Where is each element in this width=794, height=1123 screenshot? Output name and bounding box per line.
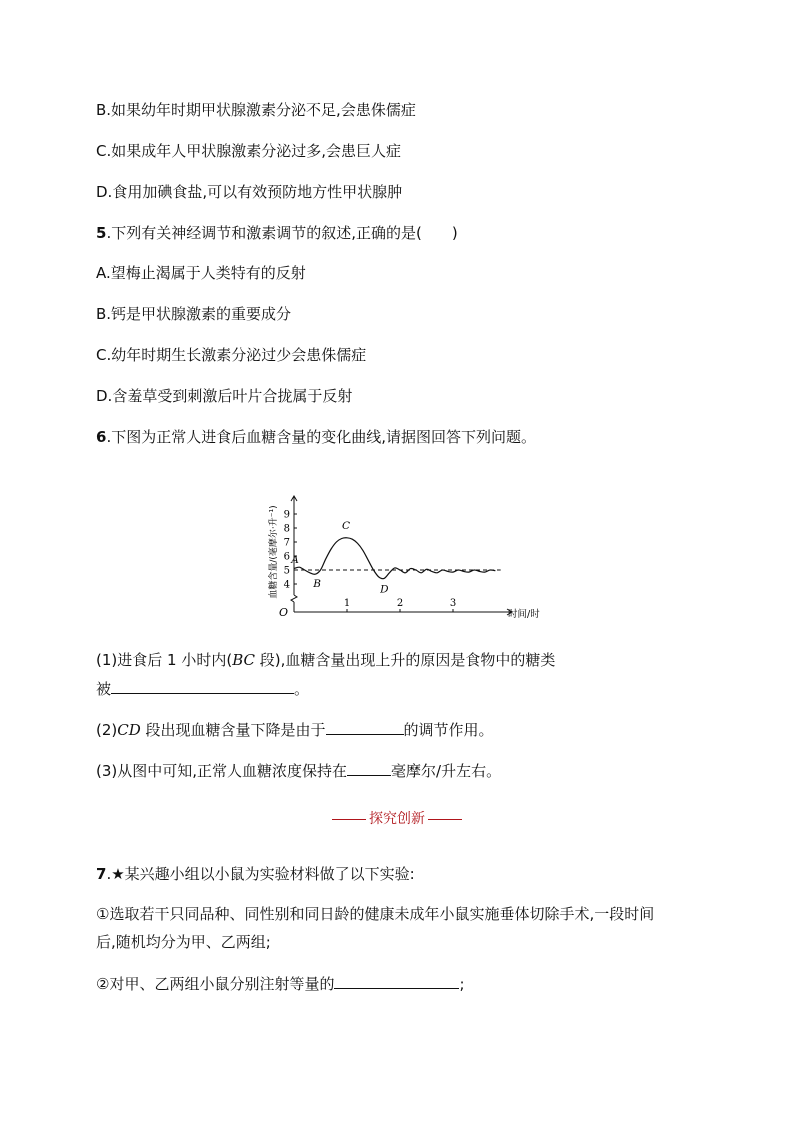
q7-stem bbox=[96, 864, 415, 884]
q7-number: 7 bbox=[96, 865, 107, 883]
q6-p2-segment: CD bbox=[117, 721, 141, 739]
y-tick-label: 5 bbox=[283, 565, 290, 577]
q6-p2-text-b: 段出现血糖含量下降是由于 bbox=[140, 721, 326, 739]
q5-option-a: A.望梅止渴属于人类特有的反射 bbox=[96, 264, 306, 282]
q7-step1-line2: 后,随机均分为甲、乙两组; bbox=[96, 933, 271, 951]
x-tick-label: 1 bbox=[343, 598, 351, 609]
q7-stem-text: .★某兴趣小组以小鼠为实验材料做了以下实验: bbox=[106, 865, 415, 883]
q7-s2-end: ; bbox=[459, 975, 465, 993]
q7-step2 bbox=[96, 973, 465, 994]
y-tick-label: 6 bbox=[283, 551, 290, 563]
section-rule-left bbox=[332, 819, 366, 820]
q6-p2-answer-blank[interactable] bbox=[326, 719, 404, 735]
y-axis-break bbox=[291, 595, 297, 602]
q6-p3-end: 毫摩尔/升左右。 bbox=[391, 762, 502, 780]
q5-option-d: D.含羞草受到刺激后叶片合拢属于反射 bbox=[96, 387, 353, 405]
origin-label: O bbox=[278, 606, 288, 619]
q6-part2 bbox=[96, 719, 494, 740]
q6-p1-text-c: 被 bbox=[96, 680, 112, 698]
blood-glucose-chart bbox=[262, 474, 540, 628]
glucose-curve bbox=[294, 538, 495, 579]
q5-stem bbox=[96, 223, 458, 243]
y-tick-label: 4 bbox=[283, 579, 290, 591]
q7-s2-answer-blank[interactable] bbox=[334, 973, 459, 989]
q7-s2-text: ②对甲、乙两组小鼠分别注射等量的 bbox=[96, 975, 335, 993]
q6-part1-line2 bbox=[96, 678, 309, 699]
q4-option-c: C.如果成年人甲状腺激素分泌过多,会患巨人症 bbox=[96, 142, 402, 160]
x-axis-label: 时间/时 bbox=[508, 609, 540, 620]
q6-stem bbox=[96, 427, 536, 447]
y-tick-label: 9 bbox=[283, 509, 290, 521]
q6-p2-end: 的调节作用。 bbox=[403, 721, 494, 739]
point-label-a: A bbox=[291, 554, 299, 567]
point-label-c: C bbox=[342, 519, 351, 532]
q6-p1-text-b: 段),血糖含量出现上升的原因是食物中的糖类 bbox=[254, 651, 556, 669]
y-tick-label: 7 bbox=[283, 537, 290, 549]
section-title: 探究创新 bbox=[369, 811, 425, 827]
q5-stem-text: .下列有关神经调节和激素调节的叙述,正确的是( ) bbox=[106, 224, 458, 242]
q6-p1-text-a: (1)进食后 1 小时内( bbox=[96, 651, 233, 669]
q6-part1-line1 bbox=[96, 650, 555, 670]
section-header bbox=[0, 808, 794, 828]
q5-option-c: C.幼年时期生长激素分泌过少会患侏儒症 bbox=[96, 346, 367, 364]
q6-p2-text-a: (2) bbox=[96, 721, 118, 739]
point-label-d: D bbox=[380, 583, 389, 596]
section-rule-right bbox=[428, 819, 462, 820]
q6-p3-text-a: (3)从图中可知,正常人血糖浓度保持在 bbox=[96, 762, 348, 780]
q4-option-b: B.如果幼年时期甲状腺激素分泌不足,会患侏儒症 bbox=[96, 101, 416, 119]
q6-p1-segment: BC bbox=[232, 651, 255, 669]
q6-p1-answer-blank[interactable] bbox=[111, 678, 294, 694]
q6-p3-answer-blank[interactable] bbox=[347, 760, 391, 776]
x-tick-label: 2 bbox=[396, 598, 404, 609]
q7-step1-line1: ①选取若干只同品种、同性别和同日龄的健康未成年小鼠实施垂体切除手术,一段时间 bbox=[96, 905, 655, 923]
y-tick-label: 8 bbox=[283, 523, 290, 535]
q6-number: 6 bbox=[96, 428, 107, 446]
q5-option-b: B.钙是甲状腺激素的重要成分 bbox=[96, 305, 292, 323]
q6-part3 bbox=[96, 760, 501, 781]
q6-stem-text: .下图为正常人进食后血糖含量的变化曲线,请据图回答下列问题。 bbox=[106, 428, 536, 446]
point-label-b: B bbox=[313, 578, 321, 591]
q5-number: 5 bbox=[96, 224, 107, 242]
y-axis-label: 血糖含量/(毫摩尔·升⁻¹) bbox=[269, 505, 279, 599]
x-tick-label: 3 bbox=[449, 598, 457, 609]
q6-p1-end: 。 bbox=[294, 680, 310, 698]
chart-svg bbox=[262, 474, 540, 624]
q4-option-d: D.食用加碘食盐,可以有效预防地方性甲状腺肿 bbox=[96, 183, 403, 201]
